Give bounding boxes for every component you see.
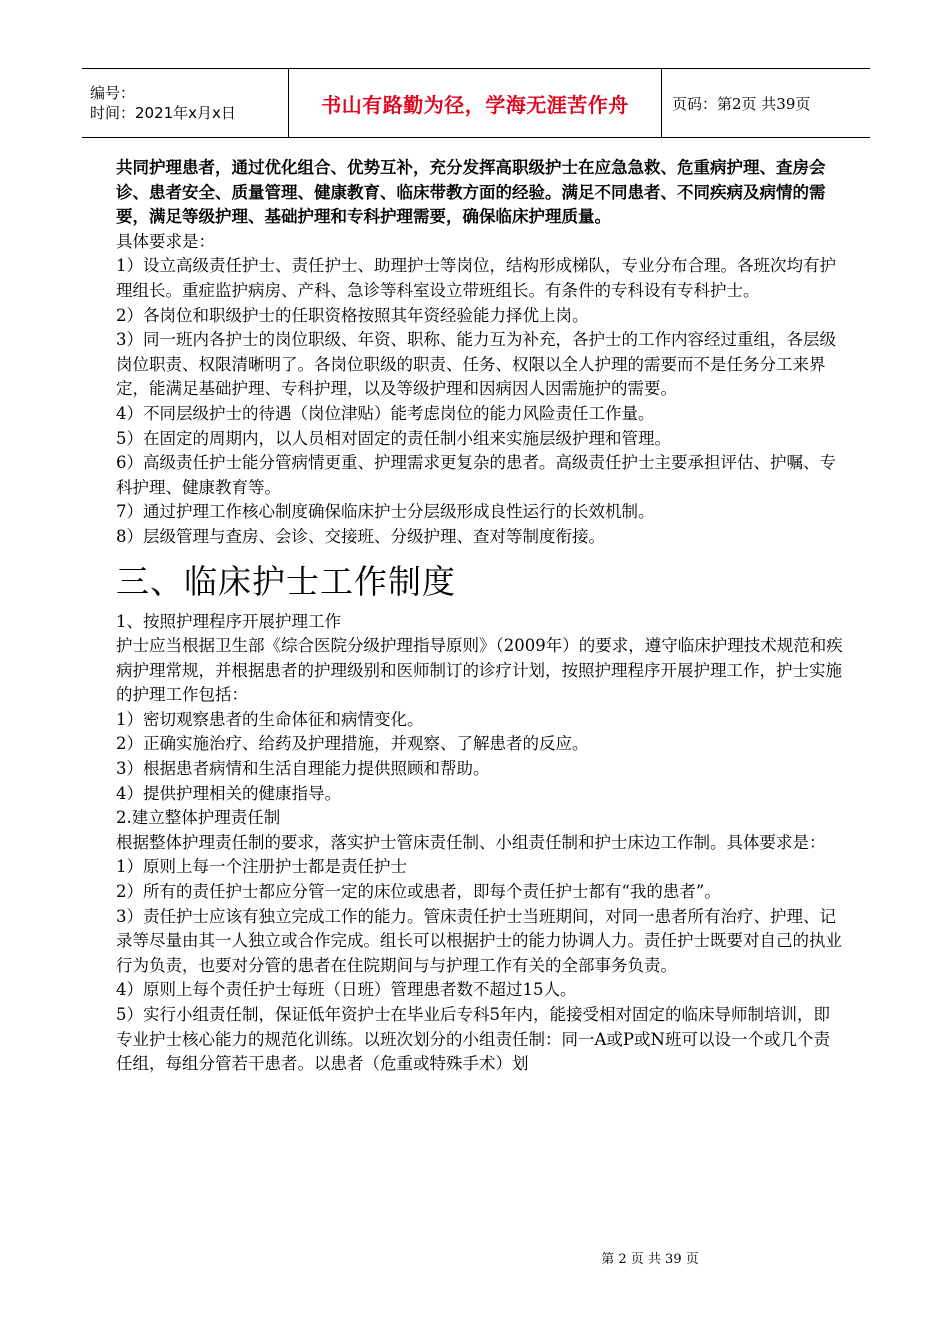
document-body bbox=[116, 156, 846, 1077]
section-heading: 三、临床护士工作制度 bbox=[116, 561, 456, 601]
body-paragraph: 根据整体护理责任制的要求，落实护士管床责任制、小组责任制和护士床边工作制。具体要求是： bbox=[116, 832, 826, 852]
body-paragraph: 护士应当根据卫生部《综合医院分级护理指导原则》（2009年）的要求，遵守临床护理技术规范和疾病护理常规，并根据患者的护理级别和医师制订的诊疗计划，按照护理程序开展护理工作，护士实施的护理工作包括： bbox=[116, 636, 843, 705]
header-motto-cell bbox=[289, 69, 662, 137]
body-list-item: 2）所有的责任护士都应分管一定的床位或患者，即每个责任护士都有“我的患者”。 bbox=[116, 882, 721, 902]
body-list-item: 1）设立高级责任护士、责任护士、助理护士等岗位，结构形成梯队，专业分布合理。各班次均有护理组长。重症监护病房、产科、急诊等科室设立带班组长。有条件的专科设有专科护士。 bbox=[116, 256, 836, 300]
body-list-item: 4）不同层级护士的待遇（岗位津贴）能考虑岗位的能力风险责任工作量。 bbox=[116, 403, 655, 423]
header-meta bbox=[82, 69, 289, 137]
body-list-item: 3）责任护士应该有独立完成工作的能力。管床责任护士当班期间，对同一患者所有治疗、护理、记录等尽量由其一人独立或合作完成。组长可以根据护士的能力协调人力。责任护士既要对自己的执业行为负责，也要对分管的患者在住院期间与与护理工作有关的全部事务负责。 bbox=[116, 906, 842, 975]
header-page-info: 页码：第2页 共39页 bbox=[672, 94, 811, 113]
body-list-item: 8）层级管理与查房、会诊、交接班、分级护理、查对等制度衔接。 bbox=[116, 526, 605, 546]
body-list-item: 1）原则上每一个注册护士都是责任护士 bbox=[116, 857, 407, 877]
body-list-item: 2）正确实施治疗、给药及护理措施，并观察、了解患者的反应。 bbox=[116, 734, 589, 754]
body-list-item: 6）高级责任护士能分管病情更重、护理需求更复杂的患者。高级责任护士主要承担评估、护嘱、专科护理、健康教育等。 bbox=[116, 453, 836, 497]
document-header bbox=[82, 68, 870, 138]
body-list-item: 4）提供护理相关的健康指导。 bbox=[116, 783, 341, 803]
body-list-item: 5）实行小组责任制，保证低年资护士在毕业后专科5年内，能接受相对固定的临床导师制培训，即专业护士核心能力的规范化训练。以班次划分的小组责任制：同一A或P或N班可以设一个或几个责任组，每组分管若干患者。以患者（危重或特殊手术）划 bbox=[116, 1005, 830, 1074]
body-list-item: 2）各岗位和职级护士的任职资格按照其年资经验能力择优上岗。 bbox=[116, 305, 589, 325]
body-paragraph: 共同护理患者，通过优化组合、优势互补，充分发挥高职级护士在应急急救、危重病护理、查房会诊、患者安全、质量管理、健康教育、临床带教方面的经验。满足不同患者、不同疾病及病情的需要，满足等级护理、基础护理和专科护理需要，确保临床护理质量。 bbox=[116, 158, 826, 227]
body-list-item: 1）密切观察患者的生命体征和病情变化。 bbox=[116, 709, 424, 729]
body-line: 具体要求是： bbox=[116, 231, 215, 251]
header-motto: 书山有路勤为径，学海无涯苦作舟 bbox=[321, 92, 629, 117]
subsection-title: 2.建立整体护理责任制 bbox=[116, 808, 281, 828]
body-list-item: 3）同一班内各护士的岗位职级、年资、职称、能力互为补充，各护士的工作内容经过重组，各层级岗位职责、权限清晰明了。各岗位职级的职责、任务、权限以全人护理的需要而不是任务分工来界定，能满足基础护理、专科护理，以及等级护理和因病因人因需施护的需要。 bbox=[116, 330, 836, 399]
subsection-title: 1、按照护理程序开展护理工作 bbox=[116, 611, 341, 631]
body-list-item: 7）通过护理工作核心制度确保临床护士分层级形成良性运行的长效机制。 bbox=[116, 502, 655, 522]
body-list-item: 5）在固定的周期内，以人员相对固定的责任制小组来实施层级护理和管理。 bbox=[116, 428, 671, 448]
page-footer: 第 2 页 共 39 页 bbox=[601, 1252, 699, 1267]
body-list-item: 4）原则上每个责任护士每班（日班）管理患者数不超过15人。 bbox=[116, 980, 577, 1000]
document-number-label: 编号： bbox=[90, 84, 136, 102]
document-time-label: 时间：2021年x月x日 bbox=[90, 104, 236, 122]
body-list-item: 3）根据患者病情和生活自理能力提供照顾和帮助。 bbox=[116, 759, 490, 779]
